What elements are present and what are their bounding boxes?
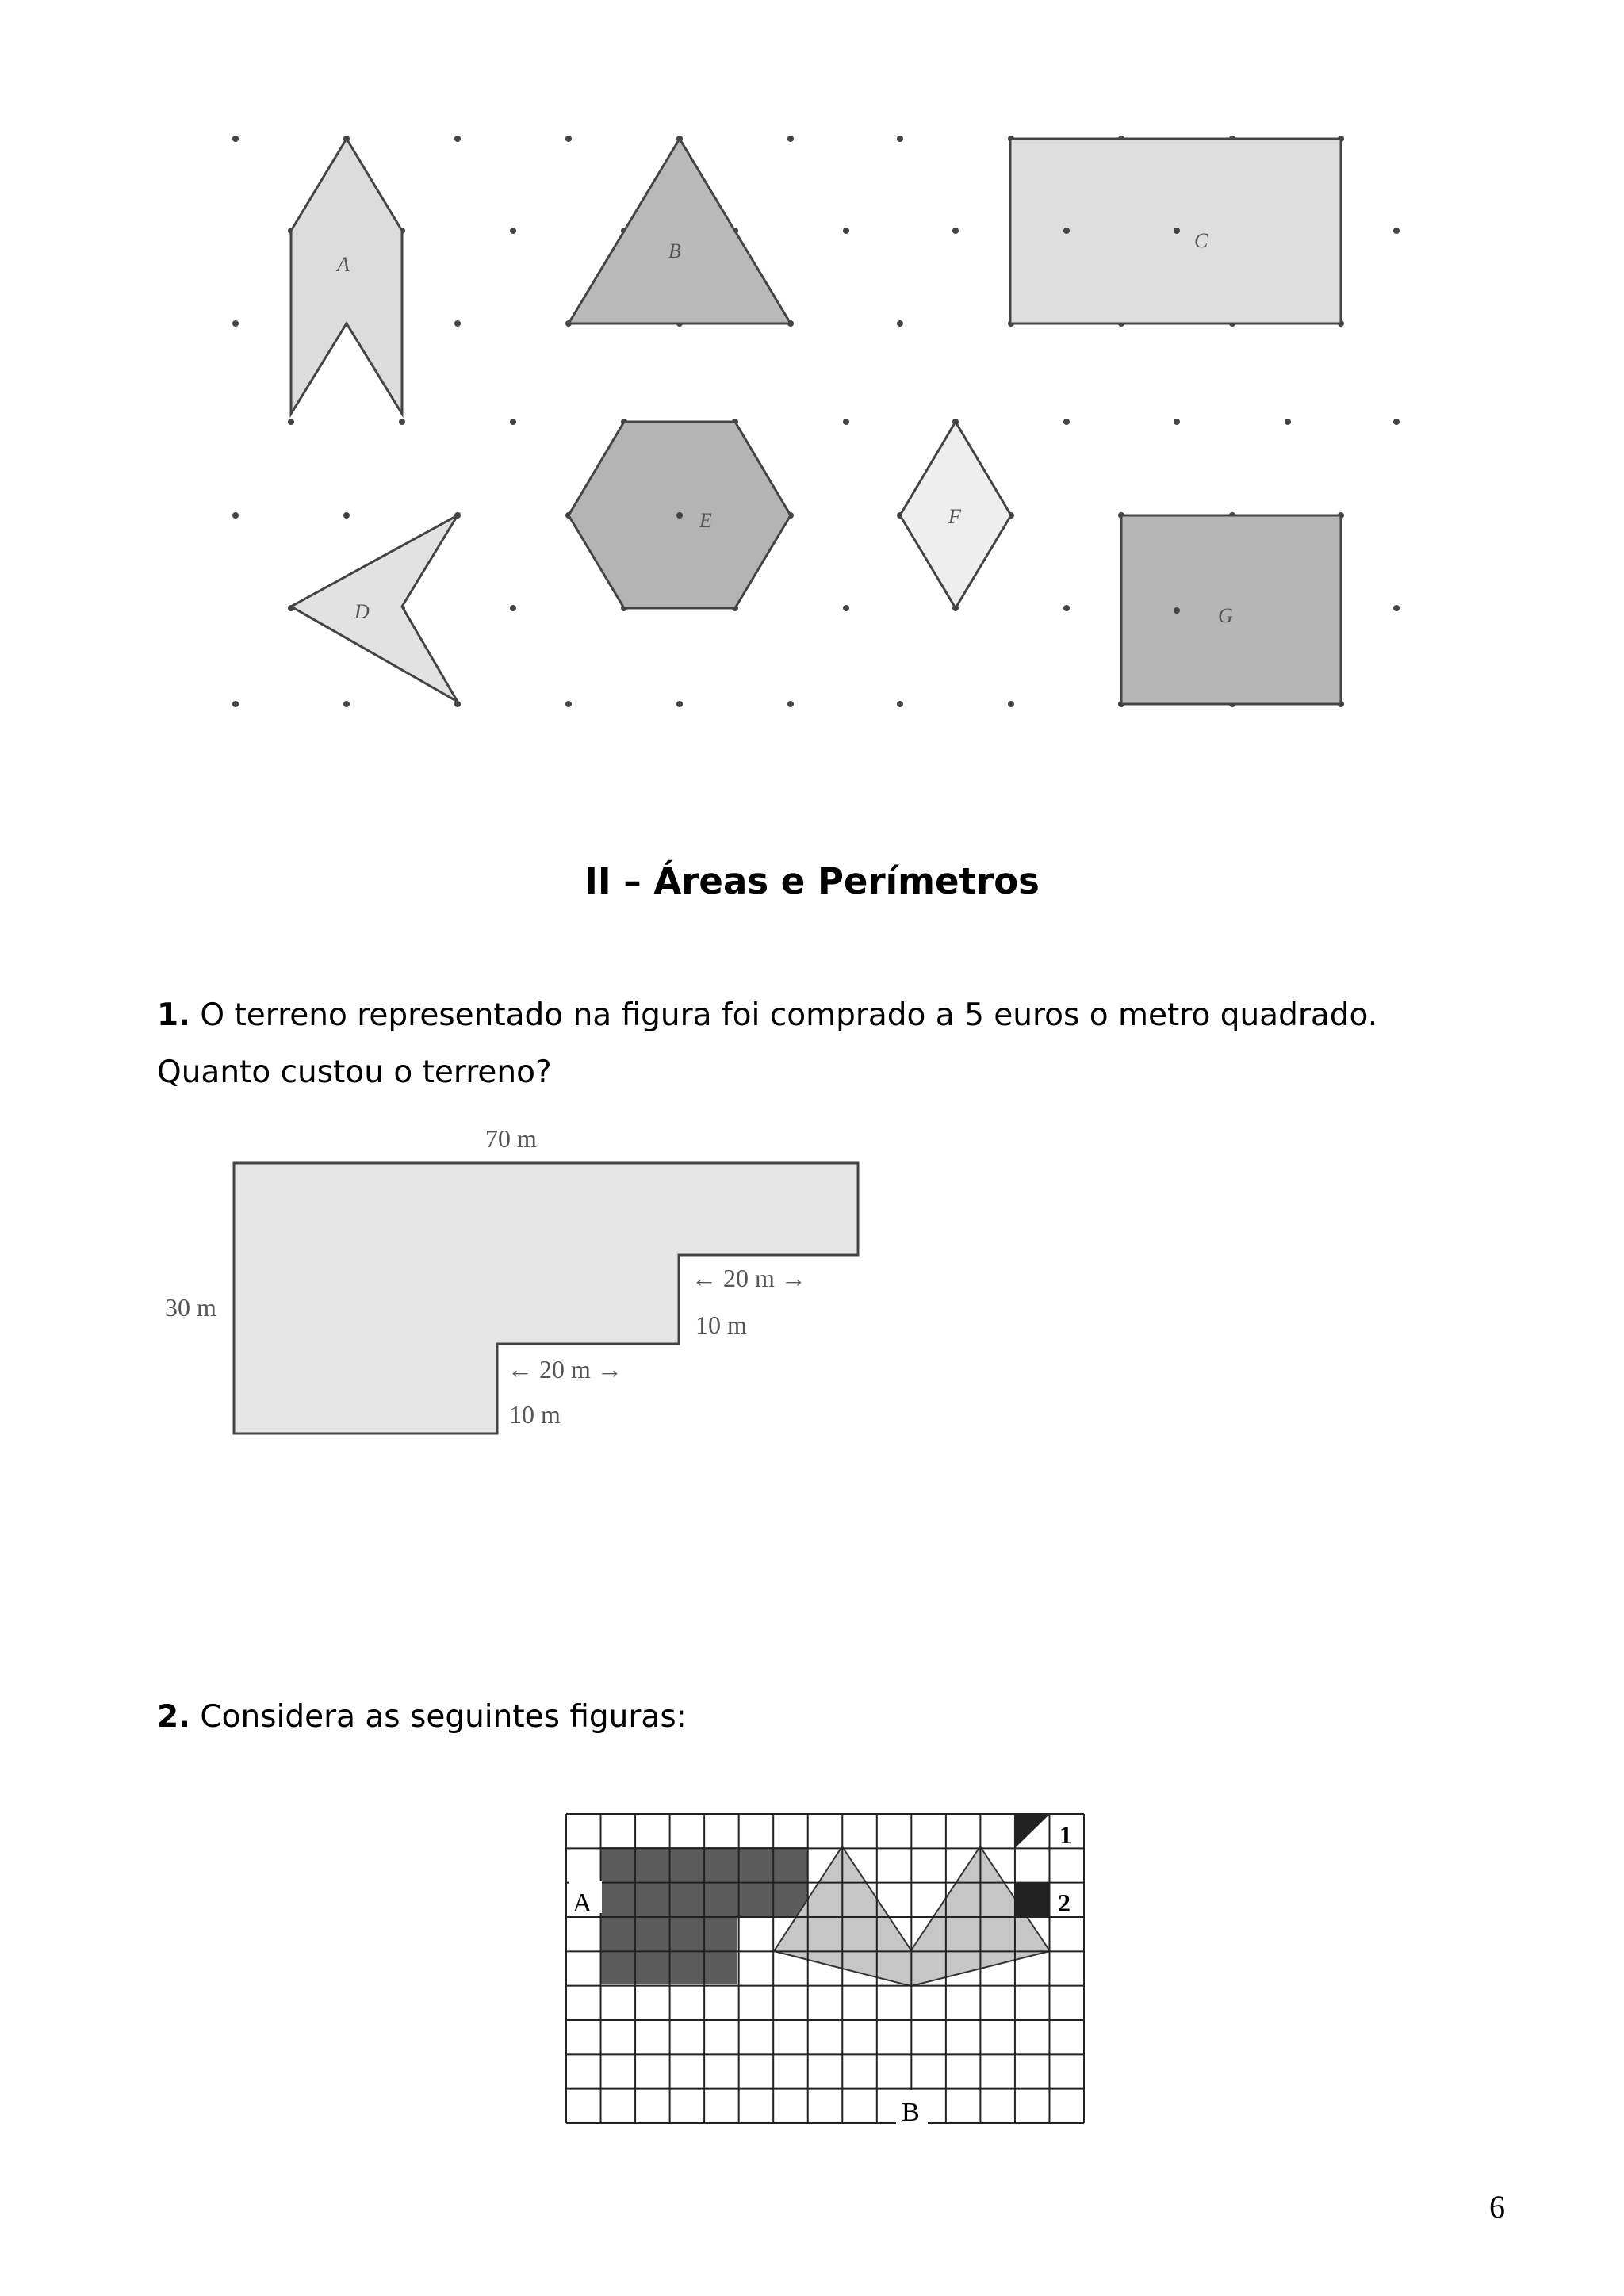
grid-dot	[897, 136, 903, 142]
grid-dot	[510, 419, 516, 425]
figure-center-dot	[676, 512, 683, 519]
grid-dot	[510, 228, 516, 234]
grid-dot	[1285, 419, 1291, 425]
figure-e-label: E	[699, 509, 712, 532]
grid-dot	[565, 701, 572, 707]
figure-f-label: F	[948, 505, 961, 528]
grid-dot	[1063, 605, 1070, 611]
figure-center-dot	[1063, 228, 1070, 234]
figure-b	[569, 139, 791, 323]
legend-1-label: 1	[1059, 1820, 1072, 1849]
figure-d-label: D	[354, 600, 370, 623]
grid-fill-layer	[600, 1814, 1050, 1986]
label-step2-height: 10 m	[509, 1400, 561, 1429]
label-30m: 30 m	[165, 1293, 216, 1322]
grid-dot	[399, 419, 405, 425]
grid-dot	[454, 320, 461, 327]
grid-dot	[1063, 419, 1070, 425]
grid-dot	[1393, 228, 1400, 234]
grid-dot	[510, 605, 516, 611]
question-1-text	[157, 987, 1521, 1101]
grid-dot	[565, 136, 572, 142]
square-grid-figure	[0, 1800, 1624, 2156]
figure-c-label: C	[1194, 229, 1208, 252]
question-2-number: 2.	[157, 1699, 190, 1735]
grid-dot	[232, 701, 239, 707]
grid-dot	[843, 228, 849, 234]
figure-d	[291, 515, 458, 702]
label-70m: 70 m	[485, 1124, 537, 1153]
grid-dot	[952, 228, 959, 234]
dot-grid-figures	[0, 0, 1624, 793]
label-step1-width: ← 20 m →	[691, 1264, 806, 1292]
grid-dot	[843, 419, 849, 425]
grid-dot	[232, 320, 239, 327]
grid-dot	[343, 512, 350, 519]
legend-2-square	[1015, 1882, 1050, 1916]
question-2-line: Considera as seguintes figuras:	[200, 1699, 687, 1735]
section-title: II – Áreas e Perímetros	[584, 860, 1040, 902]
grid-dot	[843, 605, 849, 611]
label-step2-width: ← 20 m →	[508, 1355, 622, 1383]
figure-b-label: B	[668, 239, 681, 262]
grid-dot	[232, 512, 239, 519]
grid-dot	[787, 136, 794, 142]
question-1-line1: O terreno representado na figura foi comprado a 5 euros o metro quadrado.	[200, 997, 1378, 1033]
question-1-line2: Quanto custou o terreno?	[157, 1054, 552, 1090]
grid-dot	[232, 136, 239, 142]
grid-dot	[1008, 701, 1014, 707]
grid-dot	[288, 419, 294, 425]
figure-a-label-text: A	[573, 1888, 592, 1918]
grid-dot	[1393, 605, 1400, 611]
figure-a-label: A	[337, 253, 350, 276]
figure-g-label: G	[1218, 604, 1233, 627]
grid-dot	[676, 701, 683, 707]
label-step1-height: 10 m	[695, 1311, 747, 1339]
question-1-number: 1.	[157, 997, 190, 1033]
figure-center-dot	[1174, 228, 1180, 234]
legend-2-label: 2	[1058, 1888, 1071, 1917]
land-plot-shape	[234, 1163, 858, 1433]
grid-dot	[787, 701, 794, 707]
figure-a	[291, 139, 402, 414]
grid-dot	[454, 136, 461, 142]
figure-center-dot	[1174, 607, 1180, 614]
land-plot-figure	[0, 1110, 1624, 1467]
page-number: 6	[1489, 2189, 1505, 2225]
grid-dot	[897, 701, 903, 707]
grid-dot	[1174, 419, 1180, 425]
legend-1-triangle	[1015, 1814, 1050, 1848]
question-2-text	[157, 1689, 1521, 1746]
grid-dot	[343, 701, 350, 707]
grid-dot	[897, 320, 903, 327]
figure-b-label-text: B	[902, 2098, 920, 2127]
grid-dot	[1393, 419, 1400, 425]
